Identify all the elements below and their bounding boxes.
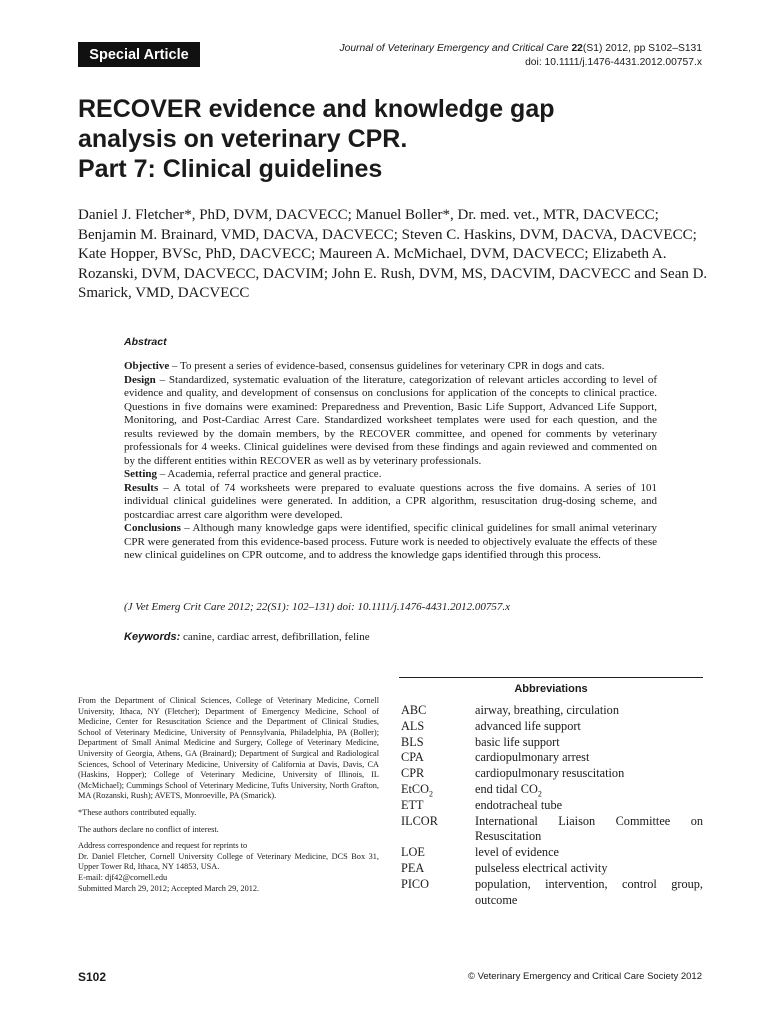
abstract-citation: (J Vet Emerg Crit Care 2012; 22(S1): 102–131) doi: 10.1111/j.1476-4431.2012.00757.x [124, 601, 510, 613]
article-title [78, 94, 698, 184]
abbreviation-row [401, 798, 703, 814]
abbreviation-row [401, 861, 703, 877]
abbreviation-definition: cardiopulmonary resuscitation [475, 766, 625, 781]
abbreviations-heading: Abbreviations [514, 683, 588, 695]
abbreviation-definition: population, intervention, control group, outcome [475, 876, 703, 907]
abbreviation-row [401, 814, 703, 846]
correspondence-email: E-mail: djf42@cornell.edu [78, 872, 168, 882]
abbreviations-rule [399, 677, 703, 678]
abbreviation-row [401, 845, 703, 861]
submission-dates: Submitted March 29, 2012; Accepted March 29, 2012. [78, 883, 260, 893]
abstract-setting [124, 468, 657, 482]
abstract-results [124, 482, 657, 523]
abbreviation-row [401, 877, 703, 909]
abbreviation-term: ILCOR [401, 813, 438, 828]
abbreviations-list [401, 703, 703, 908]
objective-label: Objective [124, 360, 170, 372]
setting-label: Setting [124, 468, 157, 480]
abstract-conclusions [124, 522, 657, 563]
abbreviation-definition: end tidal $CO_2$ [475, 781, 542, 799]
abbreviation-term: LOE [401, 845, 425, 860]
abbreviation-term: CPA [401, 750, 424, 765]
title-line-3: Part 7: Clinical guidelines [78, 155, 383, 183]
design-text: – Standardized, systematic evaluation of the literature, categorization of relevant articles according to level of evidence and quality, and development of consensus on conclusions for application of the concepts to clinical practice. Questions in five domains were examined: Preparedness and Prevention, Basic Life Support, Advanced Life Support, Monitoring, and Post-Cardiac Arrest Care. Standardized worksheet templates were used for each question, and the results reviewed by the domain members, by the RECOVER committee, and opened for comments by veterinary professionals for 4 weeks. Clinical guidelines were devised from these findings and again reviewed and commented on by the different entities within RECOVER as well as by veterinary professionals. [124, 373, 657, 467]
results-text: – A total of 74 worksheets were prepared to evaluate questions across the five domains. A series of 101 individual clinical guidelines were generated. In addition, a CPR algorithm, resuscitation drug-dosing scheme, and postcardiac arrest care algorithm were developed. [124, 481, 657, 521]
abbreviation-term: BLS [401, 734, 424, 749]
abbreviation-definition-subscript: 2 [537, 789, 542, 799]
journal-issue-pages: (S1) 2012, pp S102–S131 [582, 43, 702, 54]
equal-contribution-note: *These authors contributed equally. [78, 807, 197, 817]
abstract-objective [124, 360, 657, 374]
abbreviation-row [401, 750, 703, 766]
setting-text: – Academia, referral practice and general practice. [157, 468, 382, 480]
results-label: Results [124, 481, 159, 494]
abbreviation-row [401, 703, 703, 719]
keywords [124, 631, 657, 643]
conflict-statement: The authors declare no conflict of interest. [78, 824, 219, 834]
abstract-body [124, 360, 657, 563]
abbreviation-term: PICO [401, 876, 430, 891]
page-number: S102 [78, 970, 107, 984]
abbreviation-definition: International Liaison Committee on Resuscitation [475, 813, 703, 844]
title-line-1: RECOVER evidence and knowledge gap [78, 95, 555, 123]
abbreviation-definition: basic life support [475, 734, 560, 749]
abbreviation-term: EtCO$_2$ [401, 781, 434, 799]
author-list: Daniel J. Fletcher*, PhD, DVM, DACVECC; Manuel Boller*, Dr. med. vet., MTR, DACVECC; Benjamin M. Brainard, VMD, DACVA, DACVECC; Steven C. Haskins, DVM, DACVA, DACVECC; Kate Hopper, BVSc, PhD, DACVECC; Maureen A. McMichael, DVM, DACVECC; Elizabeth A. Rozanski, DVM, DACVECC, DACVIM; John E. Rush, DVM, MS, DACVIM, DACVECC and Sean D. Smarick, VMD, DACVECC [78, 207, 708, 302]
abbreviation-term-subscript: 2 [429, 789, 434, 799]
abbreviation-definition: endotracheal tube [475, 797, 563, 812]
journal-doi: doi: 10.1111/j.1476-4431.2012.00757.x [525, 57, 702, 68]
title-line-2: analysis on veterinary CPR. [78, 125, 408, 153]
affiliation-departments: From the Department of Clinical Sciences, College of Veterinary Medicine, Cornell University, Ithaca, NY (Fletcher); Department of Emergency Medicine, School of Medicine, Center for Resuscitation Science and the Department of Clinical Studies, School of Veterinary Medicine, University of Pennsylvania, Philadelphia, PA (Boller); Department of Small Animal Medicine and Surgery, College of Veterinary Medicine, University of Georgia, Athens, GA (Brainard); Department of Surgical and Radiological Sciences, School of Veterinary Medicine, University of California at Davis, Davis, CA (Haskins, Hopper); College of Veterinary Medicine, University of Illinois, IL (McMichael); Cummings School of Veterinary Medicine, Tufts University, North Grafton, MA (Rozanski, Rush); AVETS, Monroeville, PA (Smarick). [78, 696, 379, 801]
abstract-design [124, 374, 657, 469]
correspondence-address: Dr. Daniel Fletcher, Cornell University College of Veterinary Medicine, DCS Box 31, Upper Tower Rd, Ithaca, NY 14853, USA. [78, 851, 379, 872]
abbreviation-definition: pulseless electrical activity [475, 860, 608, 875]
abbreviation-term: ALS [401, 718, 425, 733]
abbreviation-definition: level of evidence [475, 845, 559, 860]
abbreviation-definition: cardiopulmonary arrest [475, 750, 590, 765]
correspondence-intro: Address correspondence and request for reprints to [78, 841, 248, 851]
copyright-notice: © Veterinary Emergency and Critical Care Society 2012 [467, 971, 702, 982]
affiliations [78, 696, 379, 894]
journal-citation-header [339, 42, 702, 70]
journal-line [339, 42, 702, 56]
abbreviation-row [401, 735, 703, 751]
journal-volume: 22 [571, 43, 583, 54]
abbreviation-definition: advanced life support [475, 718, 581, 733]
keywords-label: Keywords: [124, 631, 181, 643]
abbreviation-row [401, 782, 703, 798]
conclusions-label: Conclusions [124, 522, 181, 534]
abbreviation-definition: airway, breathing, circulation [475, 703, 619, 717]
objective-text: – To present a series of evidence-based, consensus guidelines for veterinary CPR in dogs and cats. [169, 360, 605, 372]
keywords-list: canine, cardiac arrest, defibrillation, feline [180, 631, 370, 643]
conclusions-text: – Although many knowledge gaps were identified, specific clinical guidelines for small animal veterinary CPR were generated from this evidence-based process. Future work is needed to objectively evaluate the effects of these new clinical guidelines on CPR outcome, and to address the knowledge gaps identified through this process. [124, 522, 657, 561]
abbreviation-term: ABC [401, 703, 427, 717]
design-label: Design [124, 373, 156, 386]
journal-name: Journal of Veterinary Emergency and Critical Care [339, 43, 569, 54]
abbreviation-row [401, 719, 703, 735]
abbreviation-term: CPR [401, 766, 425, 781]
article-type-badge: Special Article [78, 42, 200, 67]
abbreviation-term: ETT [401, 797, 424, 812]
abbreviation-term: PEA [401, 860, 425, 875]
abbreviation-row [401, 766, 703, 782]
abstract-heading: Abstract [124, 336, 167, 348]
